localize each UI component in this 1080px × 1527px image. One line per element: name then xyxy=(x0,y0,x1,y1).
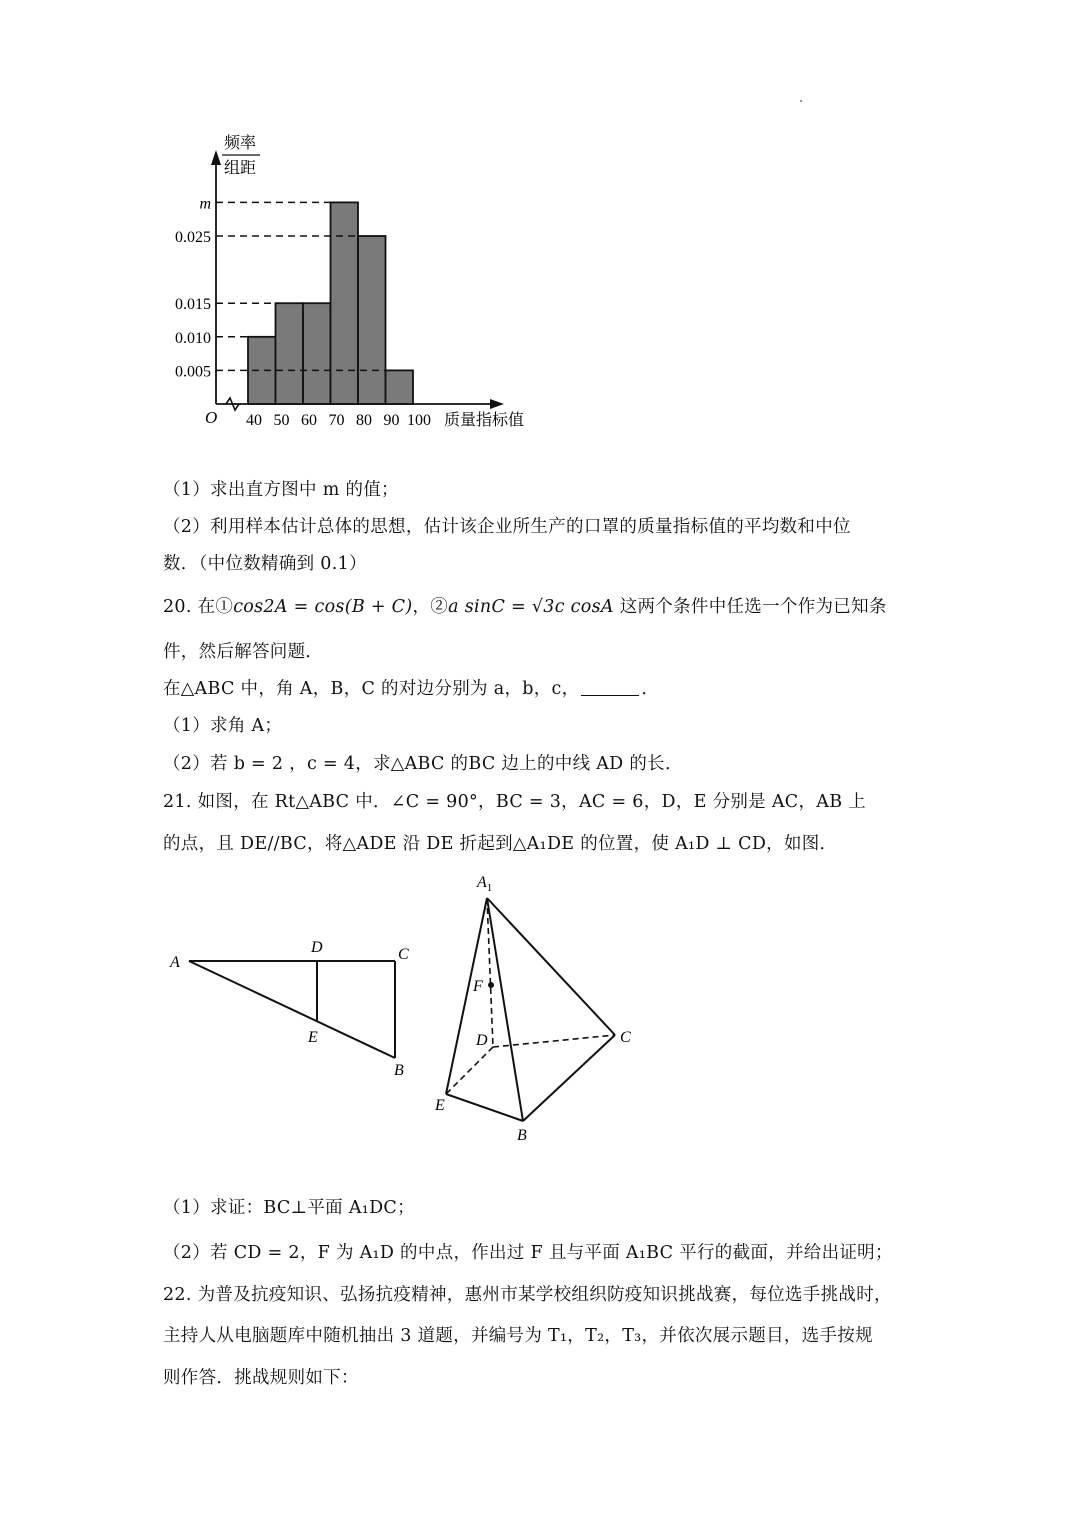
y-tick-label: 0.005 xyxy=(175,363,211,381)
y-label-denominator: 组距 xyxy=(224,158,257,177)
histogram-bar xyxy=(303,303,331,404)
q19-part2-line1: （2）利用样本估计总体的思想，估计该企业所生产的口罩的质量指标值的平均数和中位 xyxy=(163,517,851,537)
edge-EB xyxy=(446,1094,523,1121)
figure-planar-triangle xyxy=(160,930,420,1080)
x-tick-label: 40 xyxy=(246,412,262,429)
label-E: E xyxy=(308,1029,318,1046)
q20-line3 xyxy=(163,677,659,701)
q19-part2-line2: 数．（中位数精确到 0.1） xyxy=(163,554,367,574)
edge-AB xyxy=(189,961,395,1058)
histogram-chart xyxy=(0,0,1080,450)
answer-blank xyxy=(581,679,639,696)
label-D: D xyxy=(476,1032,488,1049)
figure-folded-solid xyxy=(425,865,655,1150)
x-tick-label: 90 xyxy=(383,412,400,429)
q21-line2: 的点，且 DE//BC，将△ADE 沿 DE 折起到△A₁DE 的位置，使 A₁D ⊥ CD，如图． xyxy=(163,834,838,854)
label-A1: $A_1$ xyxy=(477,874,493,894)
x-axis-arrow xyxy=(490,399,504,409)
condition-2-formula: a sinC = √3c cosA xyxy=(448,597,614,617)
q20-given: 在△ABC 中，角 A，B，C 的对边分别为 a，b，c， xyxy=(163,679,580,699)
label-C: C xyxy=(398,946,409,963)
x-tick-label: 60 xyxy=(301,412,317,429)
histogram-bar xyxy=(276,303,304,404)
y-label-numerator: 频率 xyxy=(224,133,257,152)
q22-line2: 主持人从电脑题库中随机抽出 3 道题，并编号为 T₁，T₂，T₃，并依次展示题目，选手按规 xyxy=(163,1326,873,1346)
q19-part1: （1）求出直方图中 m 的值； xyxy=(163,480,399,500)
label-E: E xyxy=(435,1097,445,1114)
histogram-bar xyxy=(358,236,386,404)
condition-1-formula: cos2A = cos(B + C) xyxy=(233,597,413,617)
q21-line1: 21. 如图，在 Rt△ABC 中．∠C = 90°，BC = 3，AC = 6，D，E 分别是 AC，AB 上 xyxy=(163,792,867,812)
y-tick-label: m xyxy=(199,195,211,213)
q20-stem-end: 这两个条件中任选一个作为已知条 xyxy=(613,597,887,617)
edge-A1E xyxy=(446,898,487,1094)
label-C: C xyxy=(620,1029,631,1046)
q20-line2: 件，然后解答问题． xyxy=(163,642,324,662)
q21-part2: （2）若 CD = 2，F 为 A₁D 的中点，作出过 F 且与平面 A₁BC 平行的截面，并给出证明； xyxy=(163,1243,893,1263)
origin-label: O xyxy=(205,408,218,427)
histogram-bar xyxy=(386,370,414,404)
x-tick-label: 70 xyxy=(328,412,345,429)
q22-line3: 则作答．挑战规则如下： xyxy=(163,1368,359,1388)
q20-sep: ，② xyxy=(412,597,449,617)
y-tick-label: 0.010 xyxy=(175,329,211,347)
x-axis-label: 质量指标值 xyxy=(444,410,525,429)
label-B: B xyxy=(517,1127,527,1144)
label-D: D xyxy=(311,939,323,956)
x-tick-label: 100 xyxy=(407,412,431,429)
histogram-bar xyxy=(331,202,359,404)
q20-stem-start: 20. 在① xyxy=(163,597,234,617)
q22-line1: 22. 为普及抗疫知识、弘扬抗疫精神，惠州市某学校组织防疫知识挑战赛，每位选手挑战时， xyxy=(163,1285,892,1305)
edge-DE-hidden xyxy=(446,1047,493,1094)
x-tick-label: 50 xyxy=(273,412,290,429)
q20-period: ． xyxy=(641,679,660,699)
q20-line1 xyxy=(163,595,887,619)
label-B: B xyxy=(394,1062,404,1079)
label-F: F xyxy=(473,978,483,995)
q20-part2: （2）若 b = 2 ，c = 4，求△ABC 的BC 边上的中线 AD 的长． xyxy=(163,754,683,774)
x-tick-label: 80 xyxy=(356,412,372,429)
q21-part1: （1）求证：BC⊥平面 A₁DC； xyxy=(163,1198,415,1218)
y-tick-label: 0.025 xyxy=(175,229,211,246)
label-A: A xyxy=(170,954,180,971)
y-axis-arrow xyxy=(211,150,221,165)
q20-part1: （1）求角 A； xyxy=(163,716,283,736)
y-tick-label: 0.015 xyxy=(175,296,211,314)
point-F xyxy=(488,982,494,988)
edge-BC xyxy=(523,1035,615,1121)
